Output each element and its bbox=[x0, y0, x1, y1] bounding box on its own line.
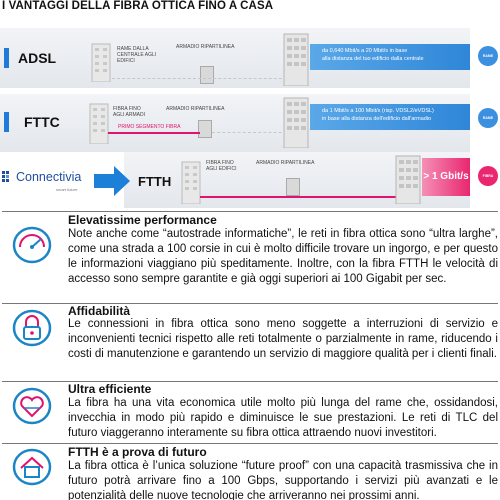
brand-tagline: smart future bbox=[56, 187, 78, 192]
adsl-label: ADSL bbox=[18, 50, 57, 66]
adsl-node1-label: RAME DALLA CENTRALE AGLI EDIFICI bbox=[117, 46, 157, 64]
ftth-label: FTTH bbox=[138, 174, 172, 189]
ftth-speed-band: > 1 Gbit/s bbox=[422, 158, 470, 196]
cabinet-icon bbox=[286, 178, 300, 196]
feature-future-proof bbox=[4, 445, 498, 500]
feature-title: Affidabilità bbox=[68, 304, 130, 318]
feature-title: FTTH è a prova di futuro bbox=[68, 445, 207, 459]
page-title: I VANTAGGI DELLA FIBRA OTTICA FINO A CASA bbox=[2, 0, 274, 12]
fttc-copper-badge: RAME bbox=[478, 108, 498, 128]
feature-text: Le connessioni in fibra ottica sono meno soggette a interruzioni di servizio e inconvenienti tecnici rispetto alle reti totalmente o parzialmente in rame, riducendo i costi di manutenzione e garantendo un servizio di maggiore qualità per i clienti finali. bbox=[68, 318, 498, 360]
central-building-icon bbox=[88, 102, 110, 144]
feature-text: La fibra ha una vita economica utile molto più lunga del rame che, ossidandosi, invecchia in modo più rapido e diminuisce le sue prestazioni. Le reti di TLC del futuro viaggeranno interamente su fibra ottica attraendo nuovi investitori. bbox=[68, 397, 498, 439]
padlock-icon bbox=[4, 308, 60, 348]
copper-line bbox=[112, 78, 292, 79]
feature-title: Elevatissime performance bbox=[68, 213, 217, 227]
fiber-line bbox=[108, 132, 200, 134]
heart-icon bbox=[4, 386, 60, 426]
home-building-icon bbox=[282, 32, 310, 86]
home-building-icon bbox=[282, 96, 310, 148]
adsl-node2-label: ARMADIO RIPARTILINEA bbox=[176, 44, 235, 50]
central-building-icon bbox=[90, 42, 112, 82]
feature-text: Note anche come “autostrade informatiche”, le reti in fibra ottica sono “ultra larghe”, come una strada a 100 corsie in cui è molto difficile trovare un ingorgo, e per questo le informazioni viaggiano più speditamente. Inoltre, con la fibra FTTH le velocità di accesso sono sempre garantite e già oggi superiori ai 100 Gigabit per sec. bbox=[68, 228, 498, 285]
copper-line bbox=[212, 132, 292, 133]
adsl-speed-line1: da 0,640 Mbit/s a 20 Mbit/s in base bbox=[322, 48, 408, 54]
feature-reliability bbox=[4, 304, 498, 376]
connectivia-logo bbox=[2, 165, 94, 201]
fiber-line bbox=[200, 196, 396, 198]
house-icon bbox=[4, 447, 60, 487]
adsl-speed-line2: alla distanza del tuo edificio dalla centrale bbox=[322, 56, 424, 62]
fttc-node2-label: ARMADIO RIPARTILINEA bbox=[166, 106, 225, 112]
ftth-node1-label: FIBRA FINO AGLI EDIFICI bbox=[206, 160, 237, 172]
cabinet-icon bbox=[200, 66, 214, 84]
adsl-speed-band bbox=[310, 44, 470, 70]
brand-name: Connectivia bbox=[16, 170, 82, 184]
adsl-copper-badge: RAME bbox=[478, 46, 498, 66]
feature-title: Ultra efficiente bbox=[68, 382, 152, 396]
divider bbox=[2, 443, 498, 444]
connectivia-mark-icon bbox=[2, 171, 14, 185]
home-building-icon bbox=[394, 154, 422, 204]
divider bbox=[2, 211, 498, 212]
fttc-segment-label: PRIMO SEGMENTO FIBRA bbox=[118, 124, 181, 130]
arrow-right-icon bbox=[94, 166, 130, 196]
feature-performance bbox=[4, 213, 498, 301]
cabinet-icon bbox=[198, 120, 212, 138]
fttc-row bbox=[0, 94, 500, 152]
adsl-row bbox=[0, 28, 500, 88]
feature-text: La fibra ottica è l’unica soluzione “future proof” con una capacità trasmissiva che in futuro potrà arrivare fino a 100 Gbps, supportando i servizi più avanzati e le potenzialità delle nuove tecnologie che arriveranno nei prossimi anni. bbox=[68, 460, 498, 500]
fttc-speed-line1: da 1 Mbit/s a 100 Mbit/s (risp. VDSL2/eVDSL) bbox=[322, 108, 434, 114]
central-building-icon bbox=[180, 160, 202, 204]
speedometer-icon bbox=[4, 225, 60, 265]
feature-efficiency bbox=[4, 382, 498, 440]
fttc-label: FTTC bbox=[24, 114, 60, 130]
fttc-node1-label: FIBRA FINO AGLI ARMADI bbox=[113, 106, 145, 118]
ftth-node2-label: ARMADIO RIPARTILINEA bbox=[256, 160, 315, 166]
ftth-fiber-badge: FIBRA bbox=[478, 166, 498, 186]
fttc-speed-line2: in base alla distanza dell'edificio dall'armadio bbox=[322, 116, 432, 122]
fttc-speed-band bbox=[310, 104, 470, 130]
